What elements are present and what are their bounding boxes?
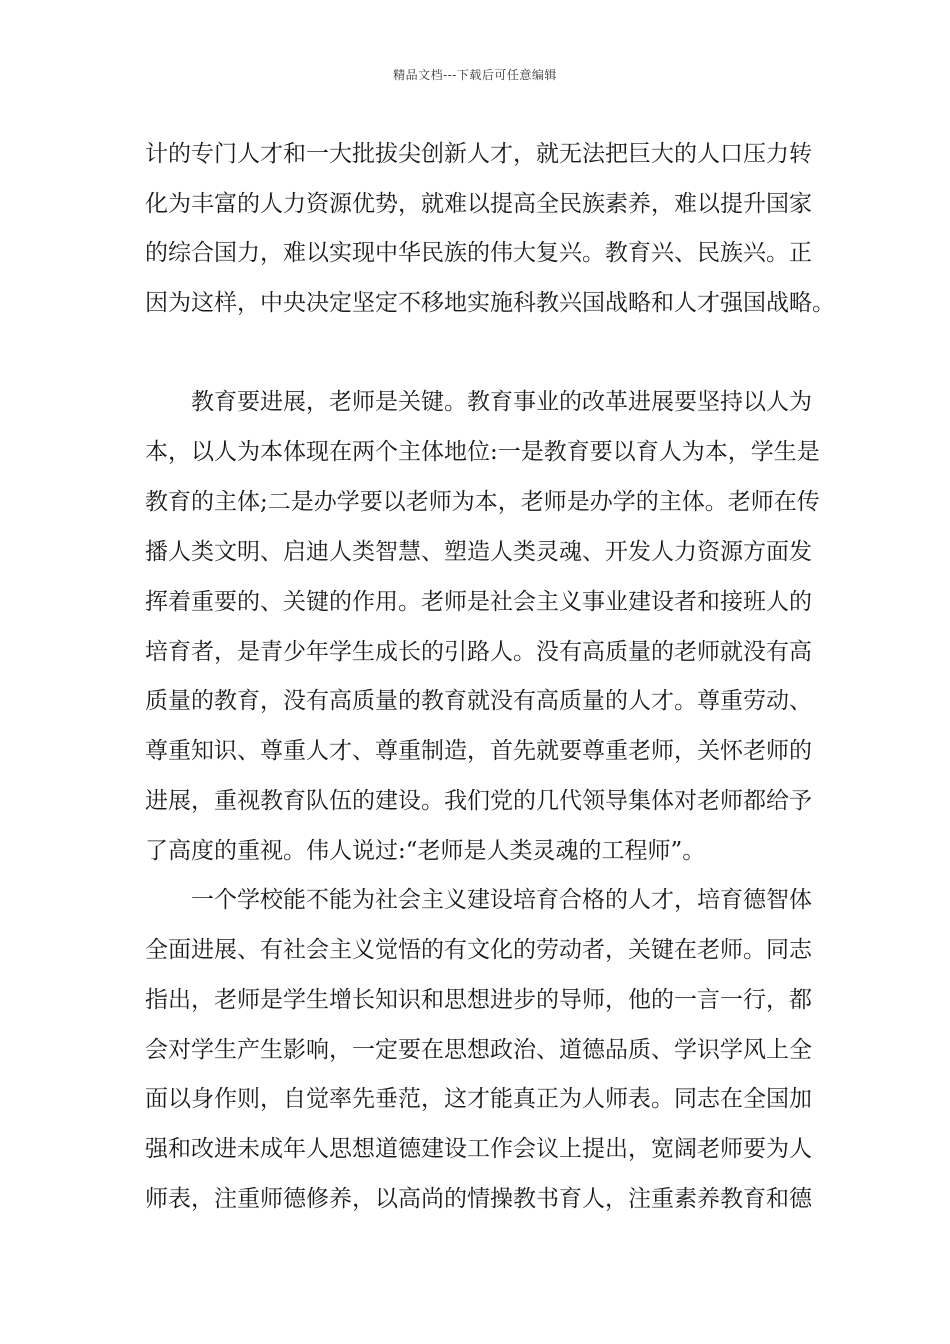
text-line: 教育的主体;二是办学要以老师为本，老师是办学的主体。老师在传 bbox=[145, 489, 820, 515]
text-line: 因为这样，中央决定坚定不移地实施科教兴国战略和人才强国战略。 bbox=[145, 290, 835, 316]
text-line: 播人类文明、启迪人类智慧、塑造人类灵魂、开发人力资源方面发 bbox=[145, 539, 812, 565]
text-line: 化为丰富的人力资源优势，就难以提高全民族素养，难以提升国家 bbox=[145, 191, 812, 217]
text-line: 教育要进展，老师是关键。教育事业的改革进展要坚持以人为 bbox=[191, 389, 812, 415]
text-line: 挥着重要的、关键的作用。老师是社会主义事业建设者和接班人的 bbox=[145, 589, 812, 615]
text-line: 培育者，是青少年学生成长的引路人。没有高质量的老师就没有高 bbox=[145, 639, 812, 665]
text-line: 面以身作则，自觉率先垂范，这才能真正为人师表。同志在全国加 bbox=[145, 1086, 812, 1112]
text-line: 尊重知识、尊重人才、尊重制造，首先就要尊重老师，关怀老师的 bbox=[145, 738, 812, 764]
text-line: 指出，老师是学生增长知识和思想进步的导师，他的一言一行，都 bbox=[145, 987, 812, 1013]
text-line: 本，以人为本体现在两个主体地位:一是教育要以育人为本，学生是 bbox=[145, 439, 820, 465]
text-line: 一个学校能不能为社会主义建设培育合格的人才，培育德智体 bbox=[191, 887, 812, 913]
text-line: 全面进展、有社会主义觉悟的有文化的劳动者，关键在老师。同志 bbox=[145, 937, 812, 963]
text-line: 质量的教育，没有高质量的教育就没有高质量的人才。尊重劳动、 bbox=[145, 688, 812, 714]
text-line: 的综合国力，难以实现中华民族的伟大复兴。教育兴、民族兴。正 bbox=[145, 240, 812, 266]
text-line: 了高度的重视。伟人说过:“老师是人类灵魂的工程师”。 bbox=[145, 838, 706, 864]
page-header: 精品文档---下载后可任意编辑 bbox=[393, 68, 557, 82]
text-line: 计的专门人才和一大批拔尖创新人才，就无法把巨大的人口压力转 bbox=[145, 141, 812, 167]
text-line: 会对学生产生影响，一定要在思想政治、道德品质、学识学风上全 bbox=[145, 1037, 812, 1063]
text-line: 进展，重视教育队伍的建设。我们党的几代领导集体对老师都给予 bbox=[145, 788, 812, 814]
text-line: 强和改进未成年人思想道德建设工作会议上提出，宽阔老师要为人 bbox=[145, 1136, 812, 1162]
text-line: 师表，注重师德修养，以高尚的情操教书育人，注重素养教育和德 bbox=[145, 1186, 812, 1212]
